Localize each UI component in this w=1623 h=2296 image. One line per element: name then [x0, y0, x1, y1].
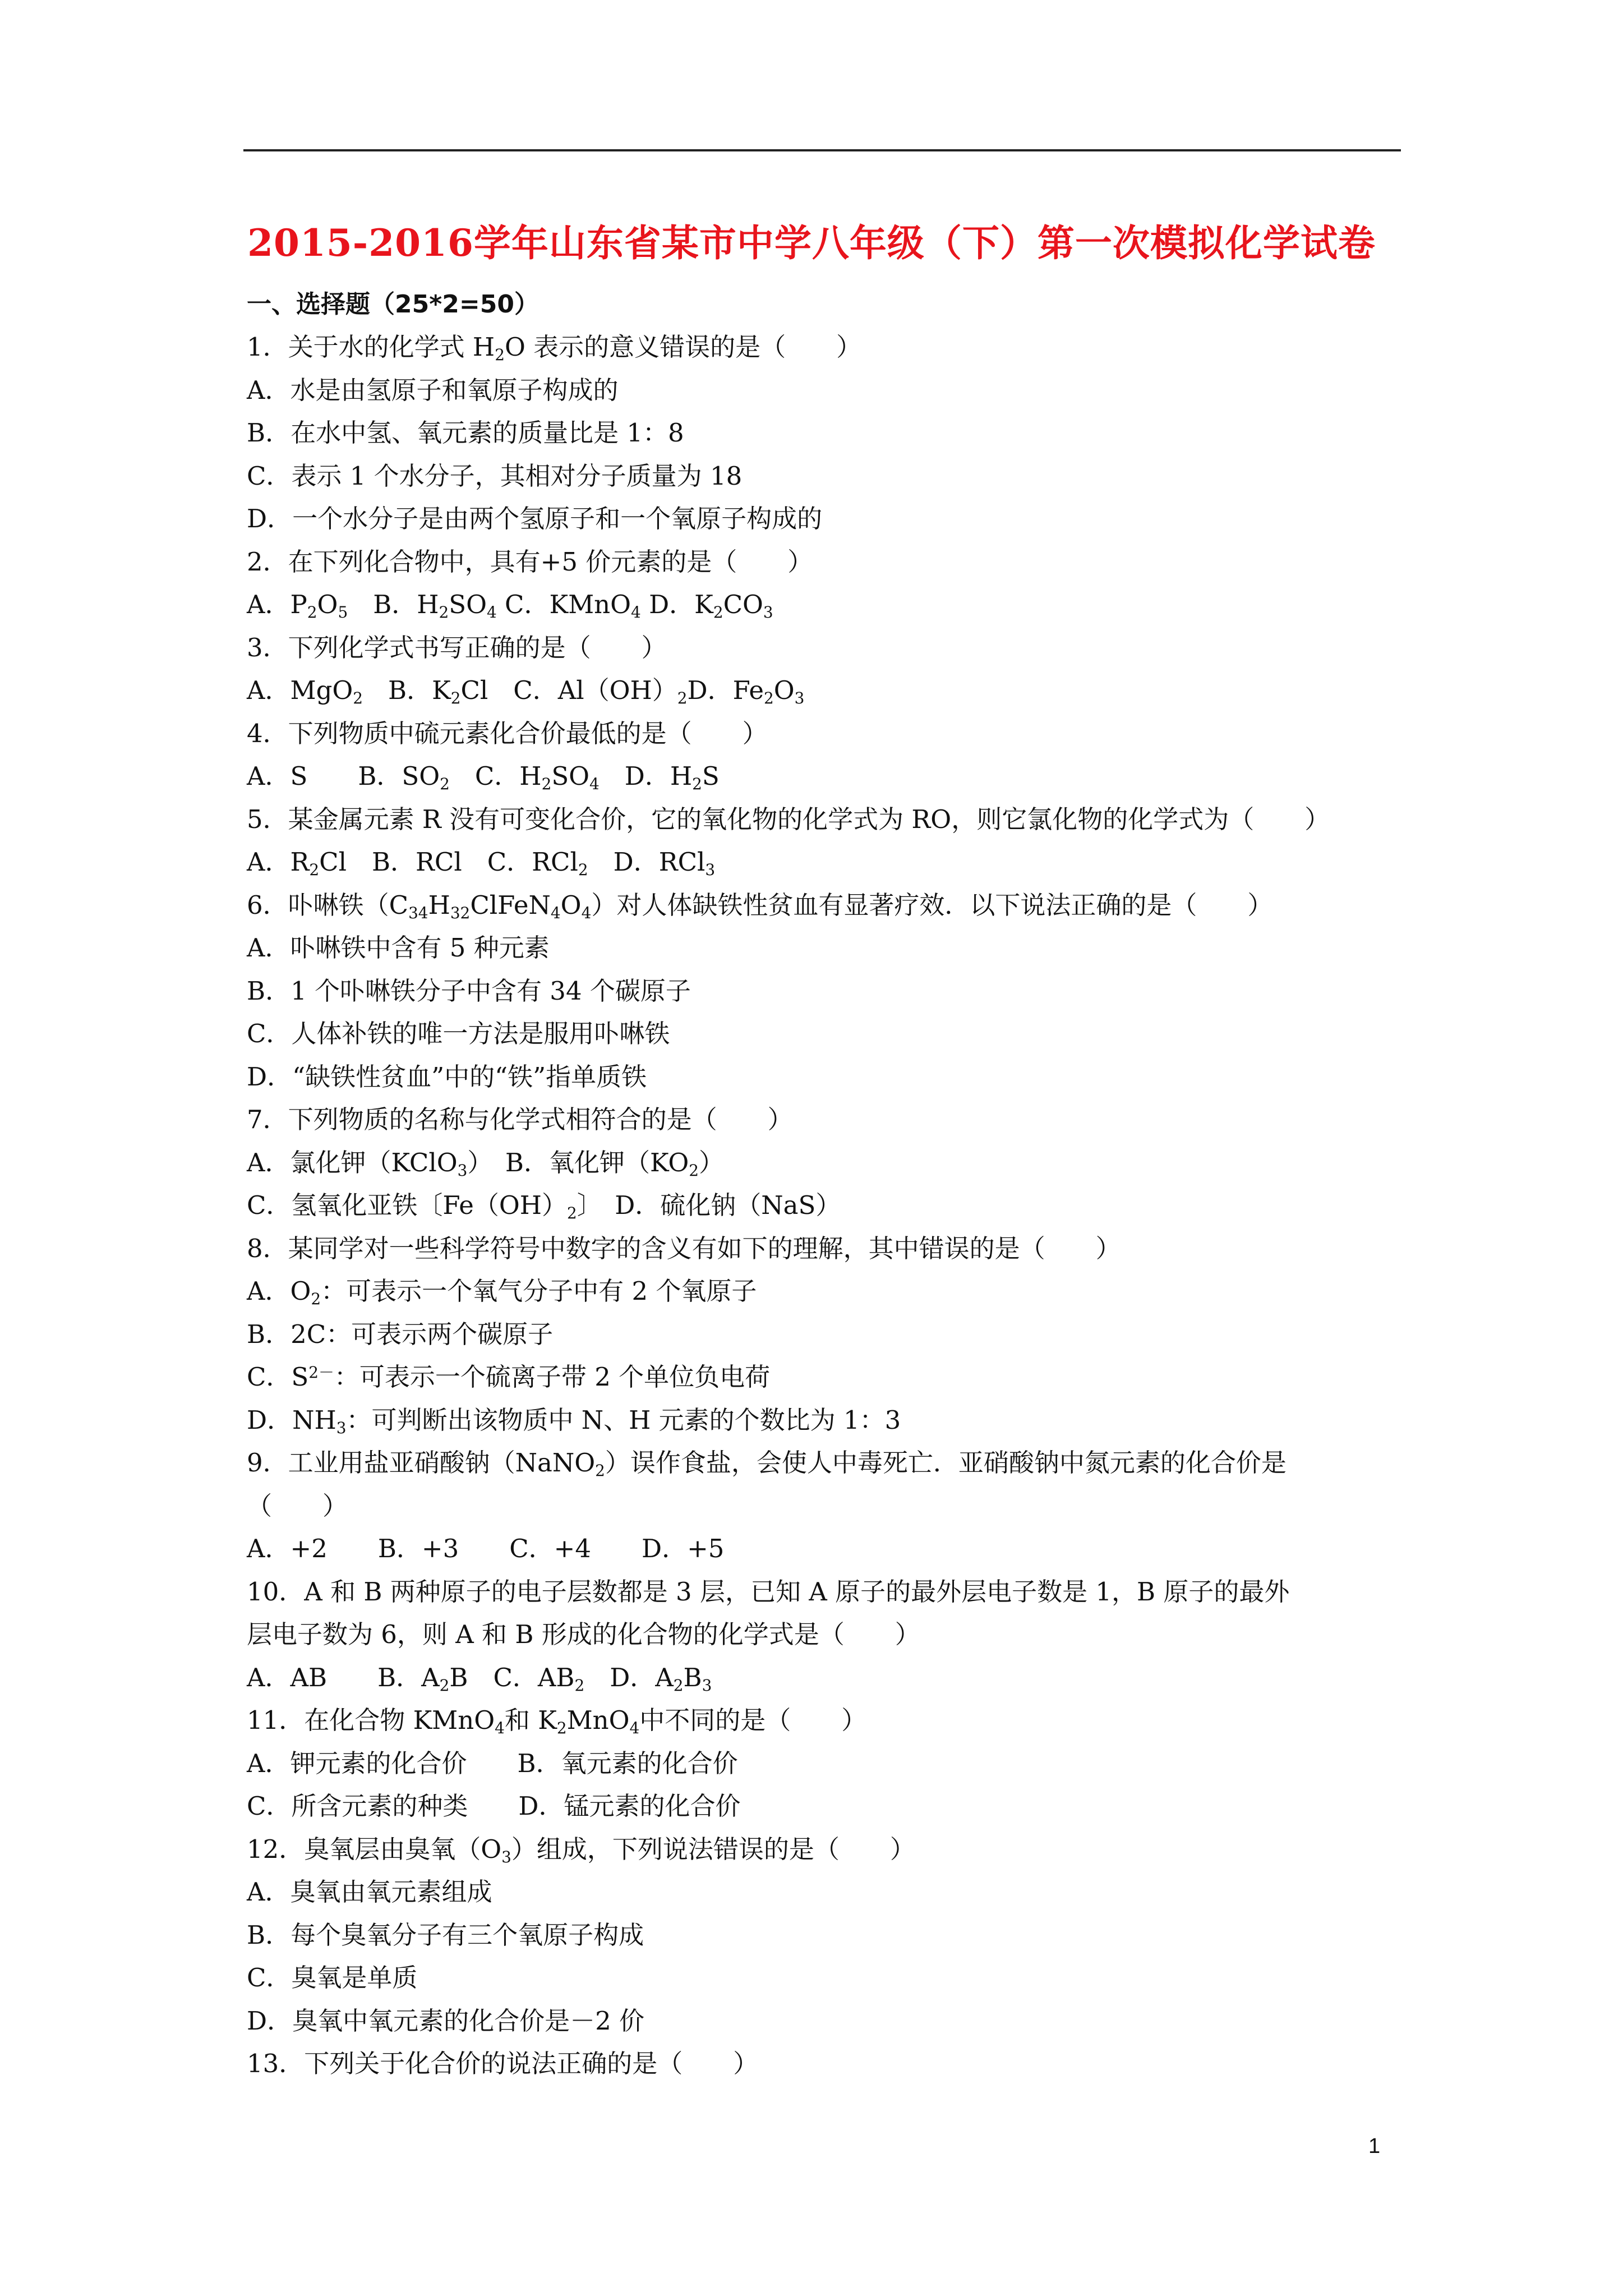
section-heading: 一、选择题（25*2=50）: [247, 290, 539, 319]
question-line: B．在水中氢、氧元素的质量比是 1：8: [247, 418, 684, 448]
question-line: A．AB B．$A_2B$ C．$AB_2$ D．$A_2B_3$: [247, 1662, 712, 1695]
subscript: 4: [550, 903, 561, 922]
question-line: 11．在化合物 KMnO$_4$和 $K_2MnO_4$中不同的是（ ）: [247, 1705, 867, 1737]
subscript: 2: [677, 688, 688, 707]
question-line: C．人体补铁的唯一方法是服用卟啉铁: [247, 1019, 670, 1048]
subscript: 3: [336, 1418, 347, 1437]
question-content: [247, 283, 1402, 2086]
question-line: 7．下列物质的名称与化学式相符合的是（ ）: [247, 1105, 793, 1134]
subscript: 3: [794, 688, 805, 707]
question-line: 2．在下列化合物中，具有+5 价元素的是（ ）: [247, 546, 813, 577]
question-lines: [247, 326, 1402, 2086]
subscript: 2: [309, 860, 320, 879]
subscript: 4: [581, 903, 592, 922]
subscript: 4: [629, 1718, 640, 1737]
question-line: D．臭氧中氧元素的化合价是－2 价: [247, 2005, 645, 2036]
question-line: A．氯化钾（KClO$_3$） B．氧化钾$(KO_2)$: [247, 1147, 725, 1180]
subscript: 2: [578, 860, 588, 879]
question-line: B．1 个卟啉铁分子中含有 34 个碳原子: [247, 976, 691, 1006]
question-line: 3．下列化学式书写正确的是（ ）: [247, 632, 667, 662]
question-line: 层电子数为 6，则 A 和 B 形成的化合物的化学式是（ ）: [247, 1619, 920, 1649]
subscript: 3: [763, 602, 773, 622]
question-line: D．“缺铁性贫血”中的“铁”指单质铁: [247, 1061, 647, 1092]
question-line: A．S B．$SO_2$ C．$H_2SO_4$ D．$H_2S$: [247, 761, 720, 793]
question-line: （ ）: [247, 1490, 348, 1521]
subscript: 2: [439, 602, 449, 622]
subscript: 2: [673, 1676, 684, 1695]
subscript: 3: [702, 1676, 712, 1695]
question-line: C．表示 1 个水分子，其相对分子质量为 18: [247, 461, 743, 491]
page-number: 1: [1368, 2134, 1381, 2158]
subscript: 5: [338, 602, 348, 622]
question-line: B．2C：可表示两个碳原子: [247, 1319, 554, 1349]
subscript: 2: [439, 1676, 450, 1695]
subscript: 2: [566, 1203, 577, 1222]
subscript: 3: [705, 860, 716, 879]
subscript: 2: [541, 774, 552, 793]
question-line: 9．工业用盐亚硝酸钠（NaNO$_2$）误作食盐，会使人中毒死亡．亚硝酸钠中氮元素的化合价是: [247, 1448, 1287, 1480]
question-line: C．所含元素的种类 D．锰元素的化合价: [247, 1791, 741, 1821]
question-line: C．臭氧是单质: [247, 1963, 418, 1993]
subscript: 3: [457, 1161, 468, 1180]
subscript: 2: [450, 688, 461, 707]
subscript: 32: [450, 903, 471, 922]
subscript: 2: [307, 602, 317, 622]
question-line: A．臭氧由氧元素组成: [247, 1877, 492, 1907]
subscript: 2: [440, 774, 450, 793]
subscript: 2: [556, 1718, 567, 1737]
subscript: 34: [408, 903, 428, 922]
question-line: C．$S^{2-}$：可表示一个硫离子带 2 个单位负电荷: [247, 1362, 771, 1392]
subscript: 2: [353, 688, 363, 707]
question-line: A．$P_2O_5$ B．$H_2SO_4$ C．KMnO$_4$ D．$K_2CO_3$: [247, 590, 773, 622]
subscript: 2: [713, 602, 723, 622]
question-line: A．钾元素的化合价 B．氧元素的化合价: [247, 1748, 738, 1778]
subscript: 4: [495, 1718, 505, 1737]
exam-title: 2015-2016学年山东省某市中学八年级（下）第一次模拟化学试卷: [247, 221, 1376, 265]
question-line: A．$O_2$：可表示一个氧气分子中有 2 个氧原子: [247, 1276, 757, 1308]
superscript: 2－: [308, 1363, 334, 1382]
subscript: 2: [495, 345, 505, 364]
question-line: A．卟啉铁中含有 5 种元素: [247, 933, 550, 963]
question-line: D．一个水分子是由两个氢原子和一个氧原子构成的: [247, 504, 823, 533]
subscript: 3: [501, 1847, 511, 1866]
subscript: 2: [574, 1676, 585, 1695]
question-line: 5．某金属元素 R 没有可变化合价，它的氧化物的化学式为 RO，则它氯化物的化学式为（ ）: [247, 804, 1330, 834]
question-line: A．水是由氢原子和氧原子构成的: [247, 375, 619, 405]
subscript: 4: [486, 602, 497, 622]
question-line: A．+2 B．+3 C．+4 D．+5: [247, 1534, 725, 1563]
subscript: 2: [763, 688, 774, 707]
subscript: 2: [689, 1161, 699, 1180]
subscript: 4: [589, 774, 600, 793]
question-line: C．氢氧化亚铁〔$Fe(OH)_2$〕 D．硫化钠（NaS）: [247, 1190, 841, 1222]
header-rule: [243, 149, 1401, 151]
question-line: 10．A 和 B 两种原子的电子层数都是 3 层，已知 A 原子的最外层电子数是 1，B 原子的最外: [247, 1576, 1290, 1607]
question-line: 8．某同学对一些科学符号中数字的含义有如下的理解，其中错误的是（ ）: [247, 1233, 1121, 1263]
question-line: A．MgO$_2$ B．$K_2Cl$ C．$Al(OH)_2D$．$Fe_2O_3$: [247, 675, 805, 707]
question-line: D．$NH_3$：可判断出该物质中 N、H 元素的个数比为 1：3: [247, 1405, 901, 1437]
question-line: 1．关于水的化学式 $H_2O$ 表示的意义错误的是（ ）: [247, 332, 862, 364]
subscript: 2: [311, 1289, 321, 1308]
question-line: A．$R_2Cl$ B．RCl C．RCl$_2$ D．RCl$_3$: [247, 847, 716, 879]
subscript: 2: [595, 1461, 605, 1480]
question-line: 6．卟啉铁$(C_{34}H_{32}ClFeN_4O_4)$对人体缺铁性贫血有显著疗效．以下说法正确的是（ ）: [247, 890, 1273, 922]
question-line: 13．下列关于化合价的说法正确的是（ ）: [247, 2049, 759, 2078]
question-line: B．每个臭氧分子有三个氧原子构成: [247, 1920, 644, 1950]
question-line: 12．臭氧层由臭氧$(O_3)$组成，下列说法错误的是（ ）: [247, 1834, 915, 1866]
subscript: 2: [692, 774, 702, 793]
question-line: 4．下列物质中硫元素化合价最低的是（ ）: [247, 718, 768, 748]
subscript: 4: [631, 602, 641, 622]
